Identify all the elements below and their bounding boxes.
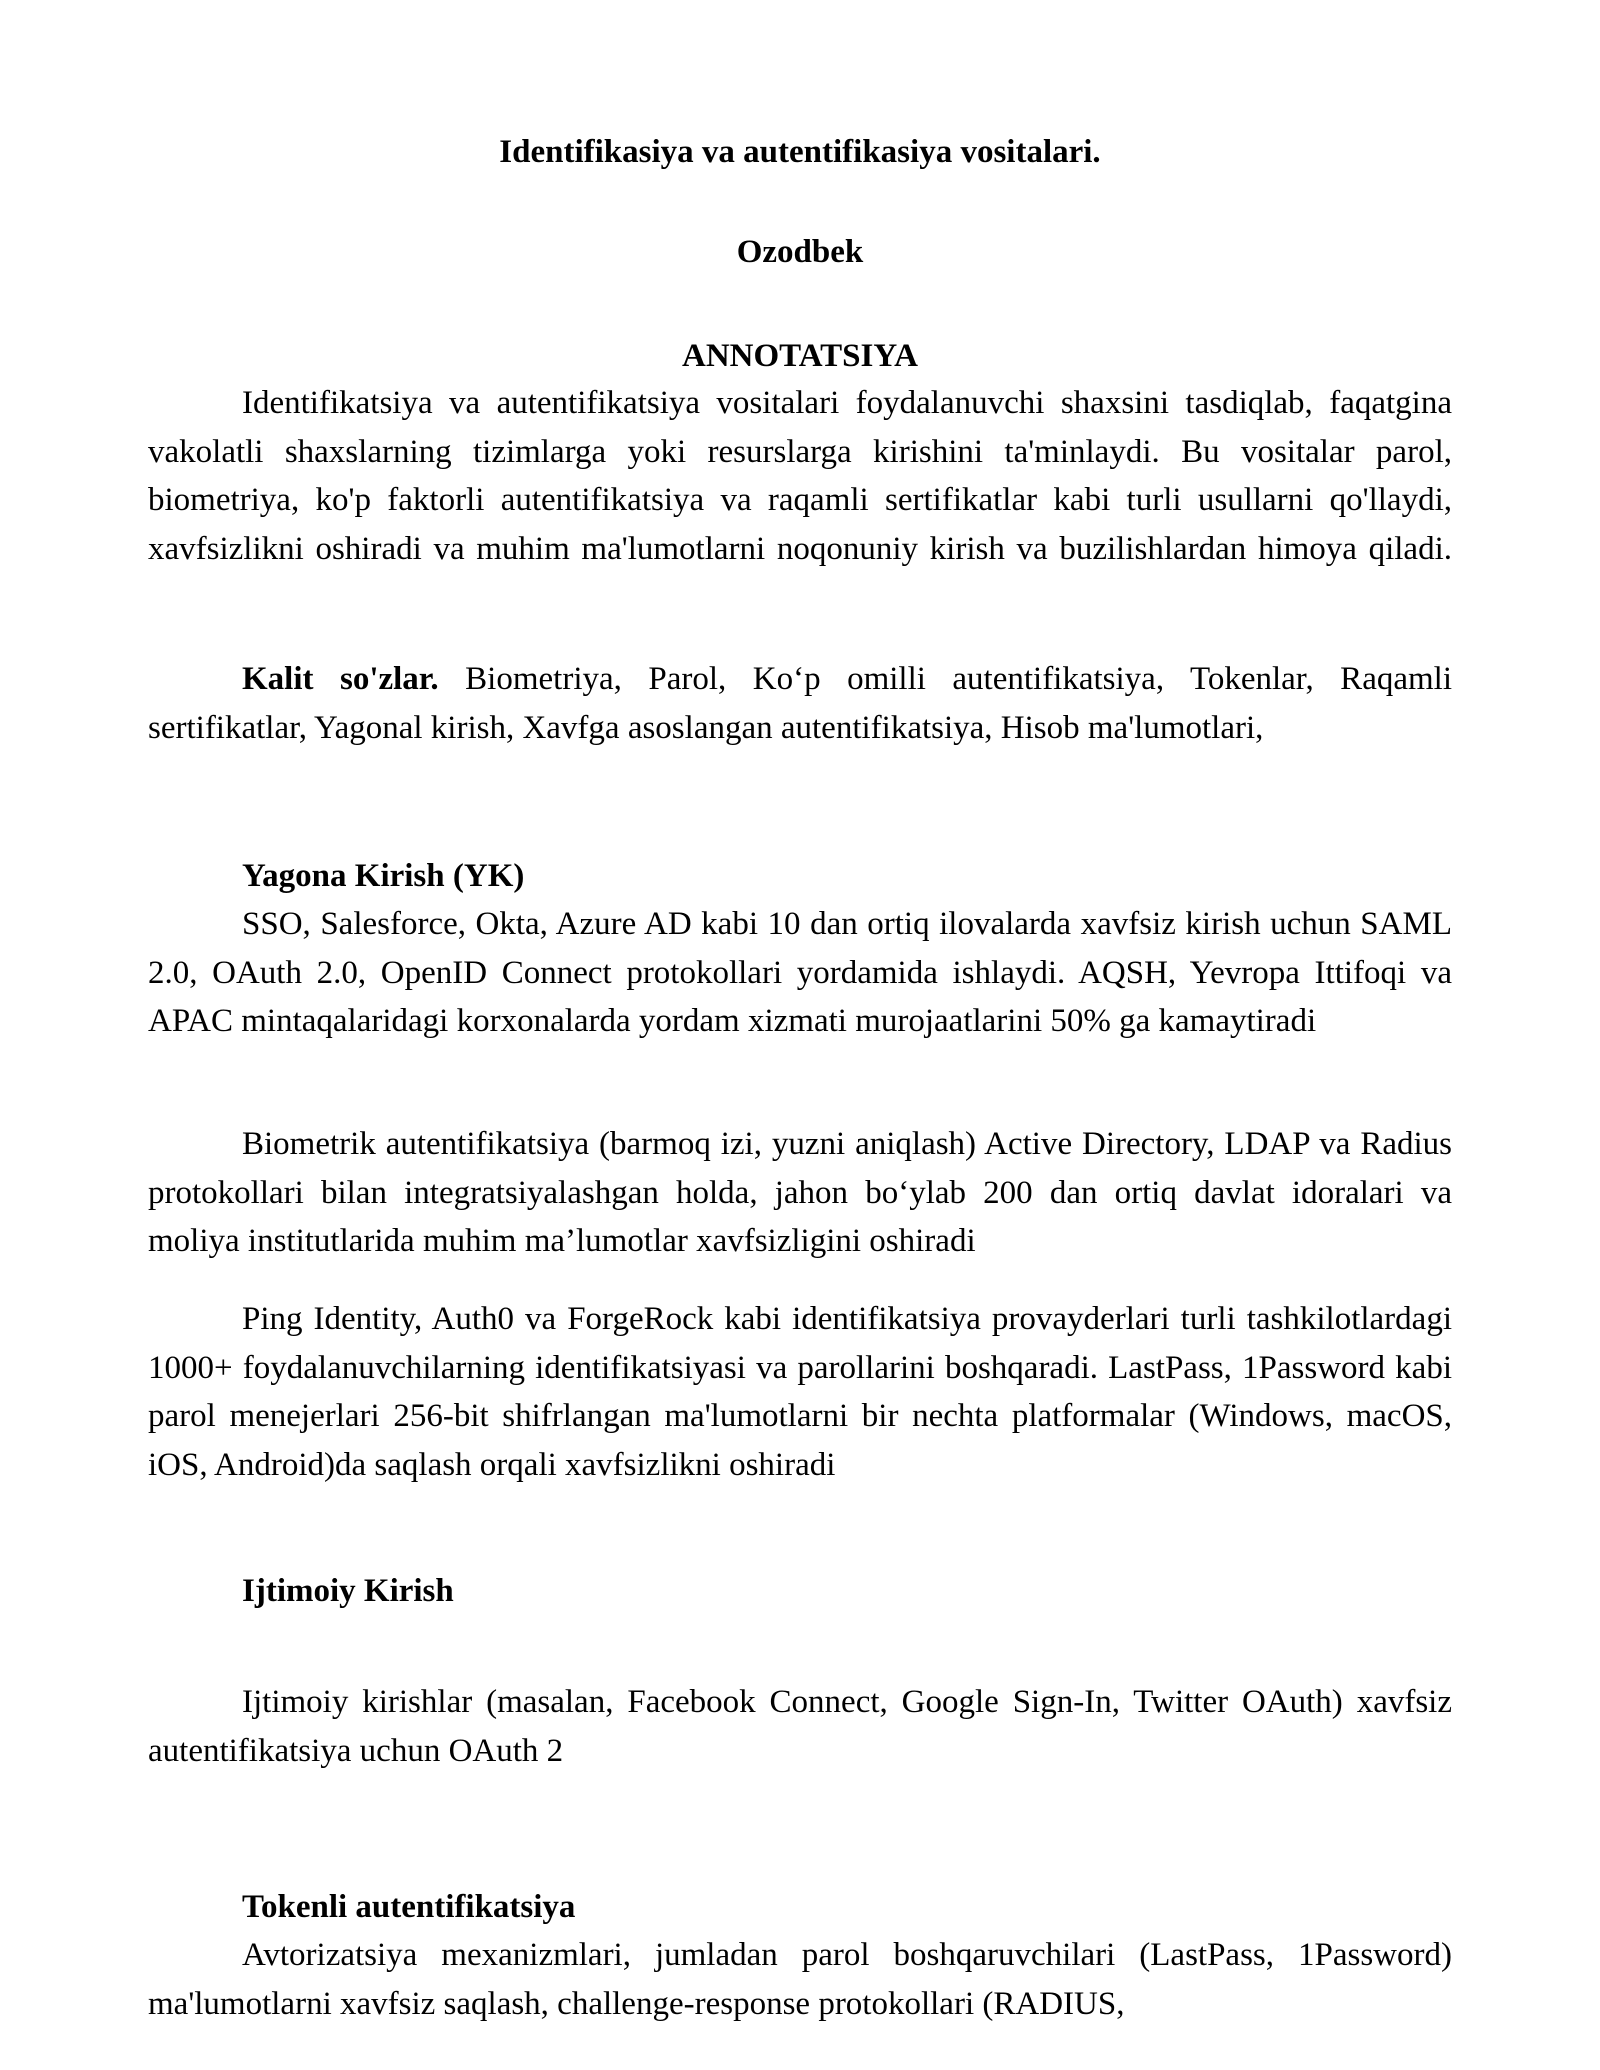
keywords-section [148,655,1452,752]
section-social-paragraph-1: Ijtimoiy kirishlar (masalan, Facebook Connect, Google Sign-In, Twitter OAuth) xavfsiz autentifikatsiya uchun OAuth 2 [148,1684,1452,1769]
section-social [148,1567,1452,1615]
section-yk-paragraph-3: Ping Identity, Auth0 va ForgeRock kabi identifikatsiya provayderlari turli tashkilotlardagi 1000+ foydalanuvchilarning identifikatsiyasi va parollarini boshqaradi. LastPass, 1Password kabi parol menejerlari 256-bit shifrlangan ma'lumotlarni bir nechta platformalar (Windows, macOS, iOS, Android)da saqlash orqali xavfsizlikni oshiradi [148,1301,1452,1483]
keywords-text: Biometriya, Parol, Ko‘p omilli autentifikatsiya, Tokenlar, Raqamli sertifikatlar, Yagonal kirish, Xavfga asoslangan autentifikatsiya, Hisob ma'lumotlari, [148,661,1452,746]
section-yk-paragraph-2: Biometrik autentifikatsiya (barmoq izi, yuzni aniqlash) Active Directory, LDAP va Radius protokollari bilan integratsiyalashgan holda, jahon bo‘ylab 200 dan ortiq davlat idoralari va moliya institutlarida muhim ma’lumotlar xavfsizligini oshiradi [148,1126,1452,1259]
annotation-section [148,379,1452,573]
section-heading-token: Tokenli autentifikatsiya [242,1889,576,1925]
author-name: Ozodbek [736,234,864,270]
section-heading-yk: Yagona Kirish (YK) [242,858,525,894]
annotation-heading: ANNOTATSIYA [682,338,918,374]
section-yk [148,852,1452,1046]
keywords-label: Kalit so'zlar. [242,661,439,697]
section-social-p1 [148,1678,1452,1775]
section-yk-p2 [148,1120,1452,1266]
annotation-text: Identifikatsiya va autentifikatsiya vositalari foydalanuvchi shaxsini tasdiqlab, faqatgina vakolatli shaxslarning tizimlarga yoki resurslarga kirishini ta'minlaydi. Bu vositalar parol, biometriya, ko'p faktorli autentifikatsiya va raqamli sertifikatlar kabi turli usullarni qo'llaydi, xavfsizlikni oshiradi va muhim ma'lumotlarni noqonuniy kirish va buzilishlardan himoya qiladi. [148,385,1452,567]
keywords-paragraph [148,655,1452,752]
section-yk-paragraph-1: SSO, Salesforce, Okta, Azure AD kabi 10 dan ortiq ilovalarda xavfsiz kirish uchun SAML 2.0, OAuth 2.0, OpenID Connect protokollari yordamida ishlaydi. AQSH, Yevropa Ittifoqi va APAC mintaqalaridagi korxonalarda yordam xizmati murojaatlarini 50% ga kamaytiradi [148,906,1452,1039]
document-title: Identifikasiya va autentifikasiya vositalari. [499,134,1101,170]
section-heading-social: Ijtimoiy Kirish [242,1573,454,1609]
section-token-paragraph-1: Avtorizatsiya mexanizmlari, jumladan parol boshqaruvchilari (LastPass, 1Password) ma'lumotlarni xavfsiz saqlash, challenge-response protokollari (RADIUS, [148,1937,1452,2022]
section-token [148,1883,1452,2028]
section-yk-p3 [148,1295,1452,1489]
